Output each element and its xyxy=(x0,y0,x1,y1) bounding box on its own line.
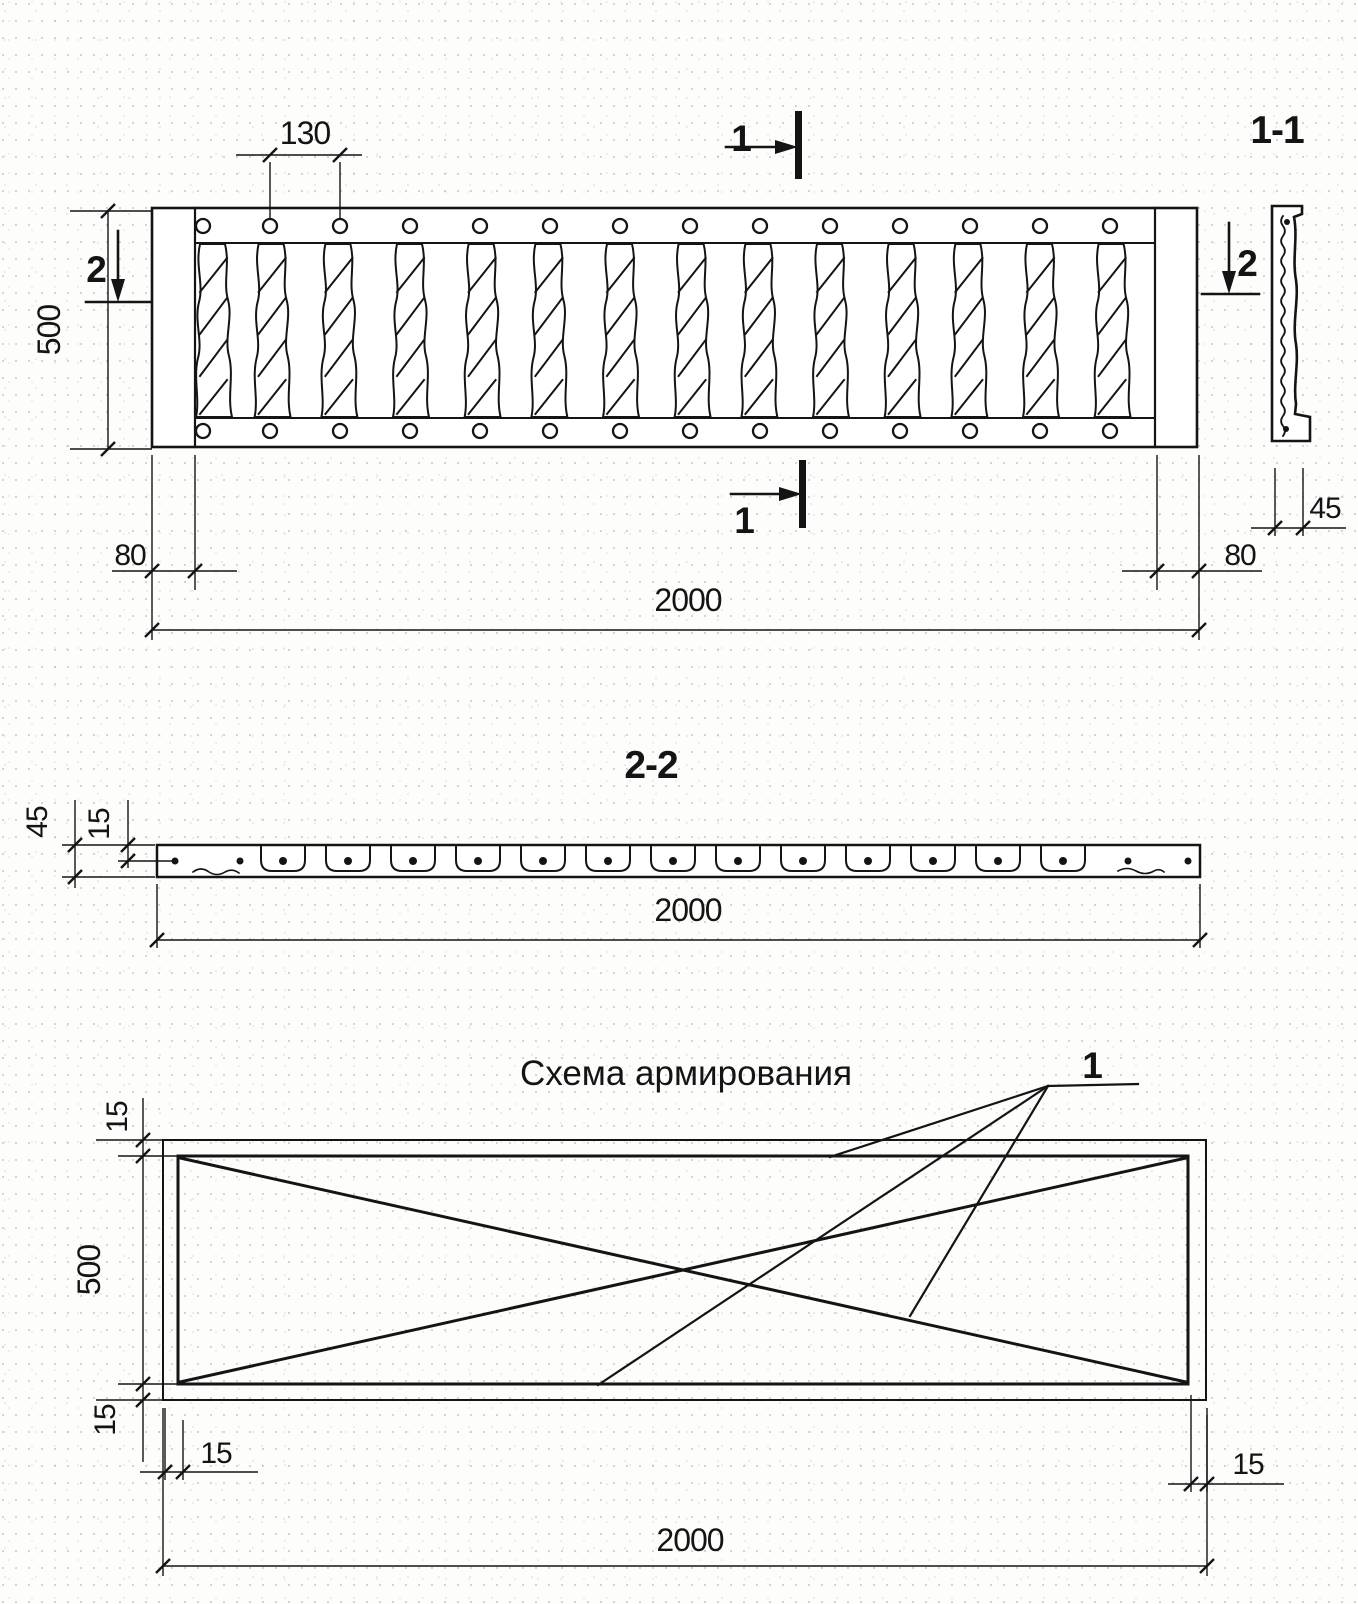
section-1-1-view xyxy=(1272,206,1310,441)
rail-hole xyxy=(823,424,837,438)
dim-15-top-label: 15 xyxy=(101,1101,134,1133)
rebar-dot xyxy=(995,858,1002,865)
rebar-dot xyxy=(930,858,937,865)
rebar-dot xyxy=(605,858,612,865)
rail-hole xyxy=(333,219,347,233)
rebar-dot xyxy=(280,858,287,865)
rail-hole xyxy=(196,219,210,233)
rebar-dot xyxy=(800,858,807,865)
rail-hole xyxy=(263,219,277,233)
dim-80-left-label: 80 xyxy=(114,539,146,572)
dim-45-section22-label: 45 xyxy=(21,806,54,838)
profile-hole-top xyxy=(1284,219,1290,225)
rebar-dot xyxy=(410,858,417,865)
rebar-dot xyxy=(865,858,872,865)
rail-hole xyxy=(1033,219,1047,233)
dim-500-scheme-label: 500 xyxy=(71,1244,107,1296)
rail-hole xyxy=(963,219,977,233)
rail-hole xyxy=(263,424,277,438)
dim-15-inset-right-label: 15 xyxy=(1232,1448,1264,1481)
section-mark-2-right-label: 2 xyxy=(1237,243,1257,284)
rebar-dot xyxy=(670,858,677,865)
elevation-view xyxy=(86,111,1259,528)
rail-hole xyxy=(196,424,210,438)
dim-15-bottom-label: 15 xyxy=(89,1404,122,1436)
rail-hole xyxy=(473,219,487,233)
rebar-dot xyxy=(735,858,742,865)
rail-hole xyxy=(1103,424,1117,438)
section-1-1-title: 1-1 xyxy=(1250,109,1304,152)
dim-500-label: 500 xyxy=(31,304,67,356)
section-mark-1-bottom-label: 1 xyxy=(734,500,754,541)
section-mark-2-left-label: 2 xyxy=(86,249,106,290)
rail-hole xyxy=(613,424,627,438)
rail-hole xyxy=(1033,424,1047,438)
section-2-2-view xyxy=(157,845,1200,877)
reinforcement-scheme xyxy=(163,1084,1206,1400)
rail-hole xyxy=(1103,219,1117,233)
rebar-dot xyxy=(345,858,352,865)
rebar-dot xyxy=(475,858,482,865)
rail-hole xyxy=(333,424,347,438)
rail-hole xyxy=(893,424,907,438)
rail-hole xyxy=(823,219,837,233)
rail-hole xyxy=(753,219,767,233)
rail-hole xyxy=(403,424,417,438)
section-2-2-title: 2-2 xyxy=(624,744,678,787)
rebar-dot xyxy=(1060,858,1067,865)
rail-hole xyxy=(613,219,627,233)
reinforcement-title: Схема армирования xyxy=(519,1054,853,1093)
dim-45-section11-label: 45 xyxy=(1309,492,1341,525)
rail-hole xyxy=(683,424,697,438)
rebar-callout-label: 1 xyxy=(1082,1045,1102,1086)
rail-hole xyxy=(543,219,557,233)
rail-hole xyxy=(753,424,767,438)
dim-2000-scheme-label: 2000 xyxy=(656,1522,724,1558)
rail-hole xyxy=(403,219,417,233)
rail-hole xyxy=(473,424,487,438)
dim-130-label: 130 xyxy=(279,115,331,151)
dim-15-inset-left-label: 15 xyxy=(200,1437,232,1470)
section-mark-1-top-label: 1 xyxy=(731,118,751,159)
rail-hole xyxy=(543,424,557,438)
dim-80-right-label: 80 xyxy=(1224,539,1256,572)
rail-hole xyxy=(683,219,697,233)
profile-hole-bottom xyxy=(1283,426,1289,432)
baluster-profile xyxy=(1272,206,1310,441)
dim-15-section22-label: 15 xyxy=(83,808,116,840)
rebar-dot xyxy=(540,858,547,865)
rail-hole xyxy=(963,424,977,438)
callout-leaders xyxy=(598,1084,1138,1385)
dim-2000-section22-label: 2000 xyxy=(654,892,722,928)
rail-hole xyxy=(893,219,907,233)
rail-plan-outline xyxy=(157,845,1200,877)
dim-2000-elevation-label: 2000 xyxy=(654,582,722,618)
